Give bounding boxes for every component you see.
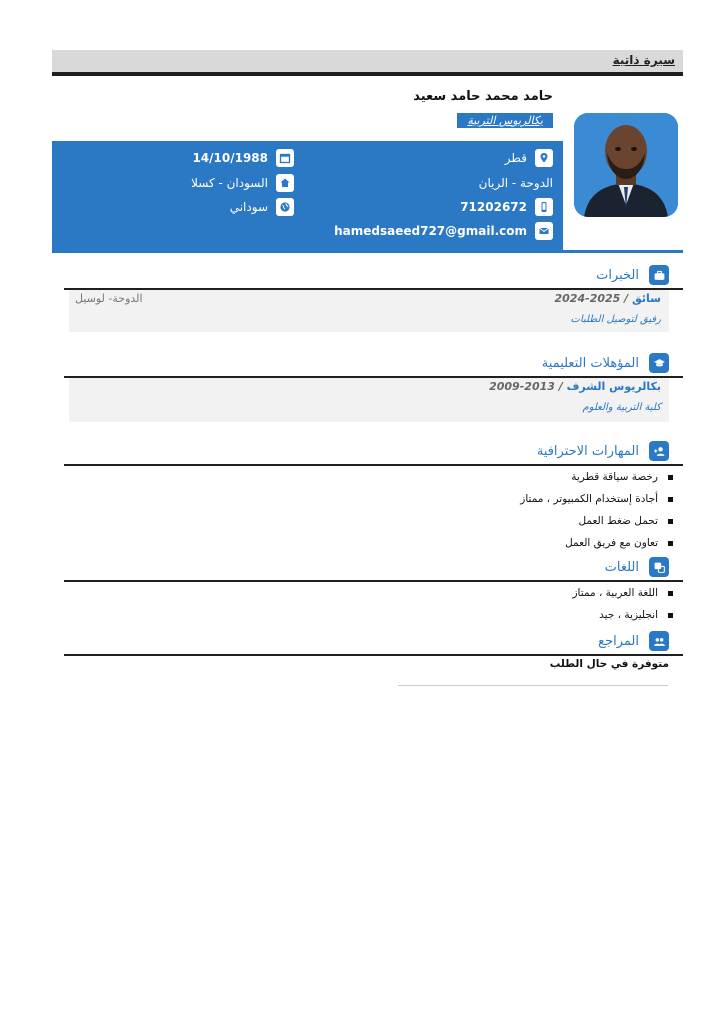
country-text: قطر [504,151,527,165]
experience-role: سائق [632,292,661,305]
people-icon [649,631,669,651]
contact-origin [191,174,294,192]
education-entry [69,378,669,422]
section-languages-header [605,556,669,578]
degree-tag: بكالريوس التربية [457,113,553,128]
contact-phone [460,198,553,216]
city-text: الدوحة - الريان [478,176,553,190]
experience-desc: رفيق لتوصيل الطلبات [570,314,661,325]
contact-birthdate [192,149,294,167]
section-references-header [598,630,669,652]
languages-list [572,582,673,626]
page-title: سيرة ذاتية [612,53,675,67]
skills-list [520,466,673,554]
education-period: 2013-2009 [489,380,555,393]
references-underline [398,685,668,686]
experience-period: 2025-2024 [554,292,621,305]
calendar-icon [276,149,294,167]
user-plus-icon [649,441,669,461]
contact-nationality [230,198,294,216]
translate-icon [649,557,669,577]
header-strip [52,50,683,72]
email-text[interactable]: hamedsaeed727@gmail.com [334,224,527,238]
section-references-title: المراجع [598,633,639,649]
contact-panel [52,141,563,252]
education-institution: كلية التربية والعلوم [582,402,661,413]
phone-text[interactable]: 71202672 [460,200,527,214]
briefcase-icon [649,265,669,285]
references-text: متوفرة في حال الطلب [549,658,669,670]
section-education-title: المؤهلات التعليمية [541,355,639,371]
list-item: أجادة إستخدام الكمبيوتر ، ممتاز [520,488,673,510]
list-item: تعاون مع فريق العمل [520,532,673,554]
experience-separator: / [620,292,632,305]
contact-city [479,174,553,192]
globe-icon [276,198,294,216]
header-rule [52,72,683,76]
envelope-icon [535,222,553,240]
profile-photo [574,113,678,217]
origin-text: السودان - كسلا [191,176,268,190]
list-item: اللغة العربية ، ممتاز [572,582,673,604]
name-panel [52,77,563,139]
section-skills-title: المهارات الاحترافية [536,443,639,459]
birthdate-text: 14/10/1988 [192,151,268,165]
nationality-text: سوداني [229,200,268,214]
header-base-rule [52,250,683,253]
section-experience-title: الخبرات [596,267,639,283]
list-item: رخصة سياقة قطرية [520,466,673,488]
section-languages-title: اللغات [604,559,639,575]
experience-entry [69,290,669,332]
list-item: انجليزية ، جيد [572,604,673,626]
home-icon [276,174,294,192]
section-skills-header [537,440,669,462]
graduation-cap-icon [649,353,669,373]
section-education-header [542,352,669,374]
experience-location: الدوحة- لوسيل [75,292,143,305]
section-references-rule [64,654,683,656]
education-separator: / [554,380,567,393]
mobile-phone-icon [535,198,553,216]
section-experience-header [596,264,669,286]
education-degree: بكالريوس الشرف [566,380,661,393]
full-name: حامد محمد حامد سعيد [413,89,553,104]
contact-country [505,149,553,167]
list-item: تحمل ضغط العمل [520,510,673,532]
photo-panel [566,77,683,252]
contact-email [334,222,553,240]
location-pin-icon [535,149,553,167]
